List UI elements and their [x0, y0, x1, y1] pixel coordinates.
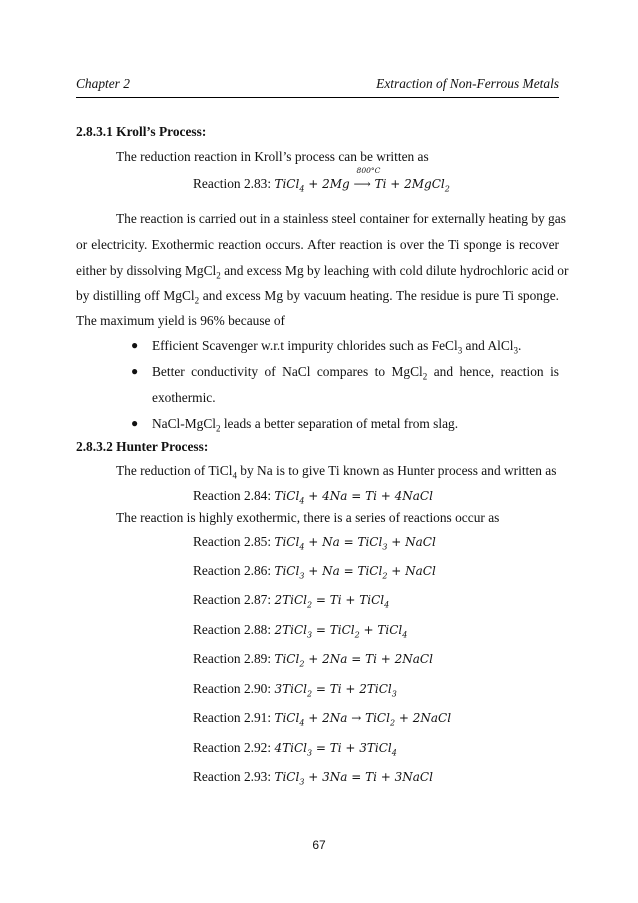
bullet-item-1: Efficient Scavenger w.r.t impurity chlorides such as FeCl$_3$ and AlCl$_3$. — [152, 338, 522, 356]
paragraph-line-3: either by dissolving MgCl$_2$ and excess Mg by leaching with cold dilute hydrochloric acid or — [76, 263, 569, 281]
reaction-2-89: Reaction 2.89: TiCl$_2$ + 2Na = Ti + 2NaCl — [193, 651, 433, 669]
reaction-2-85: Reaction 2.85: TiCl$_4$ + Na = TiCl$_3$ + NaCl — [193, 534, 436, 552]
bullet-item-2-cont: exothermic. — [152, 390, 216, 405]
chapter-title: Extraction of Non-Ferrous Metals — [376, 76, 559, 91]
reaction-2-92: Reaction 2.92: 4TiCl$_3$ = Ti + 3TiCl$_4$ — [193, 740, 397, 758]
chapter-label: Chapter 2 — [76, 76, 130, 91]
hunter-heading: 2.8.3.2 Hunter Process: — [76, 439, 209, 454]
header-rule — [76, 97, 559, 98]
bullet-dot: ● — [131, 364, 139, 378]
reaction-label: Reaction 2.83: — [193, 176, 272, 191]
paragraph-line-4: by distilling off MgCl$_2$ and excess Mg by vacuum heating. The residue is pure Ti sponge. — [76, 288, 559, 306]
reaction-temperature: 800°C — [356, 166, 381, 175]
reaction-2-86: Reaction 2.86: TiCl$_3$ + Na = TiCl$_2$ + NaCl — [193, 563, 436, 581]
kroll-intro: The reduction reaction in Kroll’s process can be written as — [116, 149, 429, 164]
bullet-item-2: Better conductivity of NaCl compares to MgCl$_2$ and hence, reaction is — [152, 364, 559, 382]
reaction-2-88: Reaction 2.88: 2TiCl$_3$ = TiCl$_2$ + TiCl$_4$ — [193, 622, 408, 640]
reaction-2-93: Reaction 2.93: TiCl$_3$ + 3Na = Ti + 3NaCl — [193, 769, 433, 787]
reaction-equation: TiCl$_4$ + 2Mg 800°C ⟶ Ti + 2MgCl$_2$ — [274, 166, 450, 194]
reaction-2-84: Reaction 2.84: TiCl$_4$ + 4Na = Ti + 4NaCl — [193, 488, 433, 506]
series-intro: The reaction is highly exothermic, there is a series of reactions occur as — [116, 510, 500, 525]
reaction-2-90: Reaction 2.90: 3TiCl$_2$ = Ti + 2TiCl$_3$ — [193, 681, 397, 699]
bullet-dot: ● — [131, 338, 139, 352]
bullet-dot: ● — [131, 416, 139, 430]
bullet-item-3: NaCl-MgCl$_2$ leads a better separation of metal from slag. — [152, 416, 459, 434]
paragraph-line-5: The maximum yield is 96% because of — [76, 313, 285, 328]
kroll-heading: 2.8.3.1 Kroll’s Process: — [76, 124, 207, 139]
paragraph-line-2: or electricity. Exothermic reaction occurs. After reaction is over the Ti sponge is recover — [76, 237, 559, 252]
paragraph-line-1: The reaction is carried out in a stainless steel container for externally heating by gas — [116, 211, 566, 226]
reaction-2-87: Reaction 2.87: 2TiCl$_2$ = Ti + TiCl$_4$ — [193, 592, 390, 610]
reaction-2-83 — [193, 166, 450, 194]
hunter-intro: The reduction of TiCl$_4$ by Na is to give Ti known as Hunter process and written as — [116, 463, 557, 481]
reaction-2-91: Reaction 2.91: TiCl$_4$ + 2Na → TiCl$_2$ + 2NaCl — [193, 710, 452, 728]
page-number: 67 — [312, 838, 326, 852]
